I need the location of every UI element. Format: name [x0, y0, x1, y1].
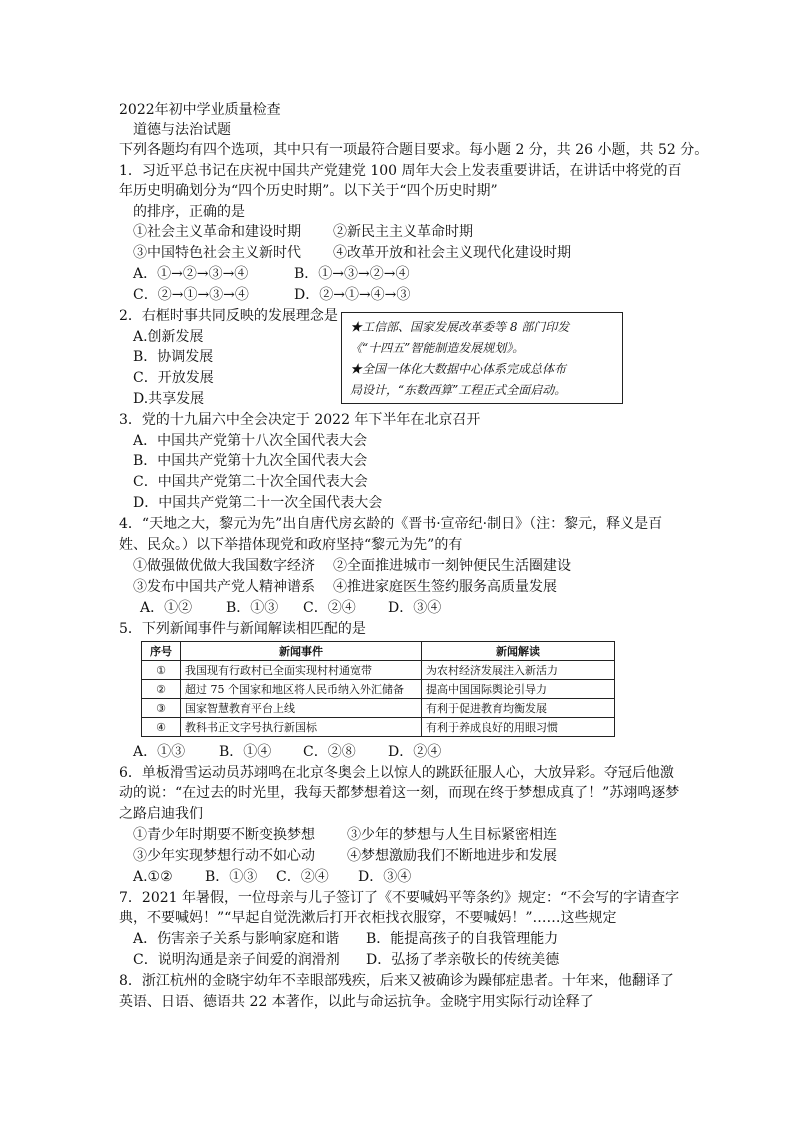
q5-option-d[interactable]: D．②④ — [388, 744, 442, 760]
q4-option-c[interactable]: C．②④ — [303, 600, 356, 616]
q5-stem: 5．下列新闻事件与新闻解读相匹配的是 — [119, 621, 366, 637]
q1-option-a[interactable]: A．①→②→③→④ — [133, 266, 249, 282]
q2-option-a[interactable]: A.创新发展 — [133, 329, 204, 345]
q3-option-b[interactable]: B．中国共产党第十九次全国代表大会 — [133, 453, 368, 469]
q2-news-box — [341, 312, 623, 404]
q5-option-b[interactable]: B．①④ — [219, 744, 272, 760]
q6-option-a[interactable]: A.①② — [133, 869, 173, 885]
q1-item-2: ②新民主主义革命时期 — [333, 224, 473, 240]
q7-stem-line1: 7．2021 年暑假，一位母亲与儿子签订了《不要喊妈平等条约》规定：“不会写的字请查字 — [119, 890, 680, 906]
q8-stem-line1: 8．浙江杭州的金晓宇幼年不幸眼部残疾，后来又被确诊为躁郁症患者。十年来，他翻译了 — [119, 973, 674, 989]
q7-option-a[interactable]: A．伤害亲子关系与影响家庭和谐 — [133, 931, 340, 947]
q1-option-d[interactable]: D．②→①→④→③ — [294, 287, 411, 303]
q4-option-d[interactable]: D．③④ — [388, 600, 442, 616]
q1-stem-line3: 的排序，正确的是 — [133, 204, 245, 220]
q6-item-1: ①青少年时期要不断变换梦想 — [133, 827, 315, 843]
row4-interpretation: 有利于养成良好的用眼习惯 — [422, 718, 615, 737]
row3-no: ③ — [142, 699, 181, 718]
q7-stem-line2: 典，不要喊妈！”“早起自觉洗漱后打开衣柜找衣服穿，不要喊妈！”……这些规定 — [119, 910, 617, 926]
q1-option-b[interactable]: B．①→③→②→④ — [294, 266, 410, 282]
q1-item-4: ④改革开放和社会主义现代化建设时期 — [333, 245, 571, 261]
row2-event: 超过 75 个国家和地区将人民币纳入外汇储备 — [181, 680, 422, 699]
q3-option-c[interactable]: C．中国共产党第二十次全国代表大会 — [133, 474, 368, 490]
table-row — [142, 718, 615, 737]
row4-no: ④ — [142, 718, 181, 737]
row1-event: 我国现有行政村已全面实现村村通宽带 — [181, 661, 422, 680]
q1-item-1: ①社会主义革命和建设时期 — [133, 224, 301, 240]
q2-option-b[interactable]: B．协调发展 — [133, 349, 214, 365]
q7-option-b[interactable]: B．能提高孩子的自我管理能力 — [366, 931, 559, 947]
q8-stem-line2: 英语、日语、德语共 22 本著作，以此与命运抗争。金晓宇用实际行动诠释了 — [119, 994, 594, 1010]
row1-no: ① — [142, 661, 181, 680]
q4-item-4: ④推进家庭医生签约服务高质量发展 — [333, 579, 557, 595]
q1-option-c[interactable]: C．②→①→③→④ — [133, 287, 249, 303]
q4-stem-line1: 4．“天地之大，黎元为先”出自唐代房玄龄的《晋书·宣帝纪·制日》（注：黎元，释义是百 — [119, 516, 663, 532]
q2-box-line1: ★工信部、国家发展改革委等 8 部门印发 — [350, 320, 570, 334]
table-row — [142, 661, 615, 680]
instruction-text: 下列各题均有四个选项，其中只有一项最符合题目要求。每小题 2 分，共 26 小题，共 52 分。 — [119, 142, 709, 158]
exam-subject: 道德与法治试题 — [133, 122, 231, 138]
row1-interpretation: 为农村经济发展注入新活力 — [422, 661, 615, 680]
q7-option-c[interactable]: C．说明沟通是亲子间爱的润滑剂 — [133, 952, 340, 968]
col-header-no: 序号 — [142, 642, 181, 661]
q6-stem-line1: 6．单板滑雪运动员苏翊鸣在北京冬奥会上以惊人的跳跃征服人心，大放异彩。夺冠后他激 — [119, 765, 674, 781]
q2-box-line4: 局设计，“东数西算”工程正式全面启动。 — [350, 383, 567, 397]
q6-option-d[interactable]: D．③④ — [358, 869, 412, 885]
q4-option-a[interactable]: A．①② — [140, 600, 193, 616]
q1-stem-line1: 1．习近平总书记在庆祝中国共产党建党 100 周年大会上发表重要讲话，在讲话中将党的百 — [119, 163, 682, 179]
q3-stem: 3．党的十九届六中全会决定于 2022 年下半年在北京召开 — [119, 412, 481, 428]
table-header-row — [142, 642, 615, 661]
q4-item-2: ②全面推进城市一刻钟便民生活圈建设 — [333, 558, 571, 574]
q6-stem-line3: 之路启迪我们 — [119, 806, 203, 822]
q1-item-3: ③中国特色社会主义新时代 — [133, 245, 301, 261]
q2-box-line2: 《“十四五”智能制造发展规划》。 — [350, 341, 525, 355]
table-row — [142, 699, 615, 718]
q2-option-d[interactable]: D.共享发展 — [133, 391, 205, 407]
q6-option-b[interactable]: B．①③ — [205, 869, 258, 885]
q7-option-d[interactable]: D．弘扬了孝亲敬长的传统美德 — [366, 952, 560, 968]
row2-interpretation: 提高中国国际舆论引导力 — [422, 680, 615, 699]
row2-no: ② — [142, 680, 181, 699]
col-header-event: 新闻事件 — [181, 642, 422, 661]
q4-item-1: ①做强做优做大我国数字经济 — [133, 558, 315, 574]
col-header-interpretation: 新闻解读 — [422, 642, 615, 661]
q6-stem-line2: 动的说：“在过去的时光里，我每天都梦想着这一刻，而现在终于梦想成真了！”苏翊鸣逐梦 — [119, 785, 680, 801]
q2-option-c[interactable]: C．开放发展 — [133, 370, 214, 386]
q6-item-3: ③少年实现梦想行动不如心动 — [133, 848, 315, 864]
q1-stem-line2: 年历史明确划分为“四个历史时期”。以下关于“四个历史时期” — [119, 183, 498, 199]
q3-option-d[interactable]: D．中国共产党第二十一次全国代表大会 — [133, 495, 383, 511]
q4-item-3: ③发布中国共产党人精神谱系 — [133, 579, 315, 595]
exam-title: 2022年初中学业质量检查 — [119, 102, 281, 118]
q3-option-a[interactable]: A．中国共产党第十八次全国代表大会 — [133, 433, 368, 449]
q5-news-table — [141, 641, 615, 737]
q6-item-2: ③少年的梦想与人生目标紧密相连 — [347, 827, 557, 843]
q4-option-b[interactable]: B．①③ — [226, 600, 279, 616]
q6-item-4: ④梦想激励我们不断地进步和发展 — [347, 848, 557, 864]
q6-option-c[interactable]: C．②④ — [276, 869, 329, 885]
q4-stem-line2: 姓、民众。）以下举措体现党和政府坚持“黎元为先”的有 — [119, 537, 463, 553]
row3-event: 国家智慧教育平台上线 — [181, 699, 422, 718]
table-row — [142, 680, 615, 699]
q5-option-a[interactable]: A．①③ — [133, 744, 186, 760]
row4-event: 教科书正文字号执行新国标 — [181, 718, 422, 737]
q2-stem: 2．右框时事共同反映的发展理念是 — [119, 308, 338, 324]
q2-box-line3: ★全国一体化大数据中心体系完成总体布 — [350, 362, 567, 376]
row3-interpretation: 有利于促进教育均衡发展 — [422, 699, 615, 718]
q5-option-c[interactable]: C．②⑧ — [303, 744, 356, 760]
